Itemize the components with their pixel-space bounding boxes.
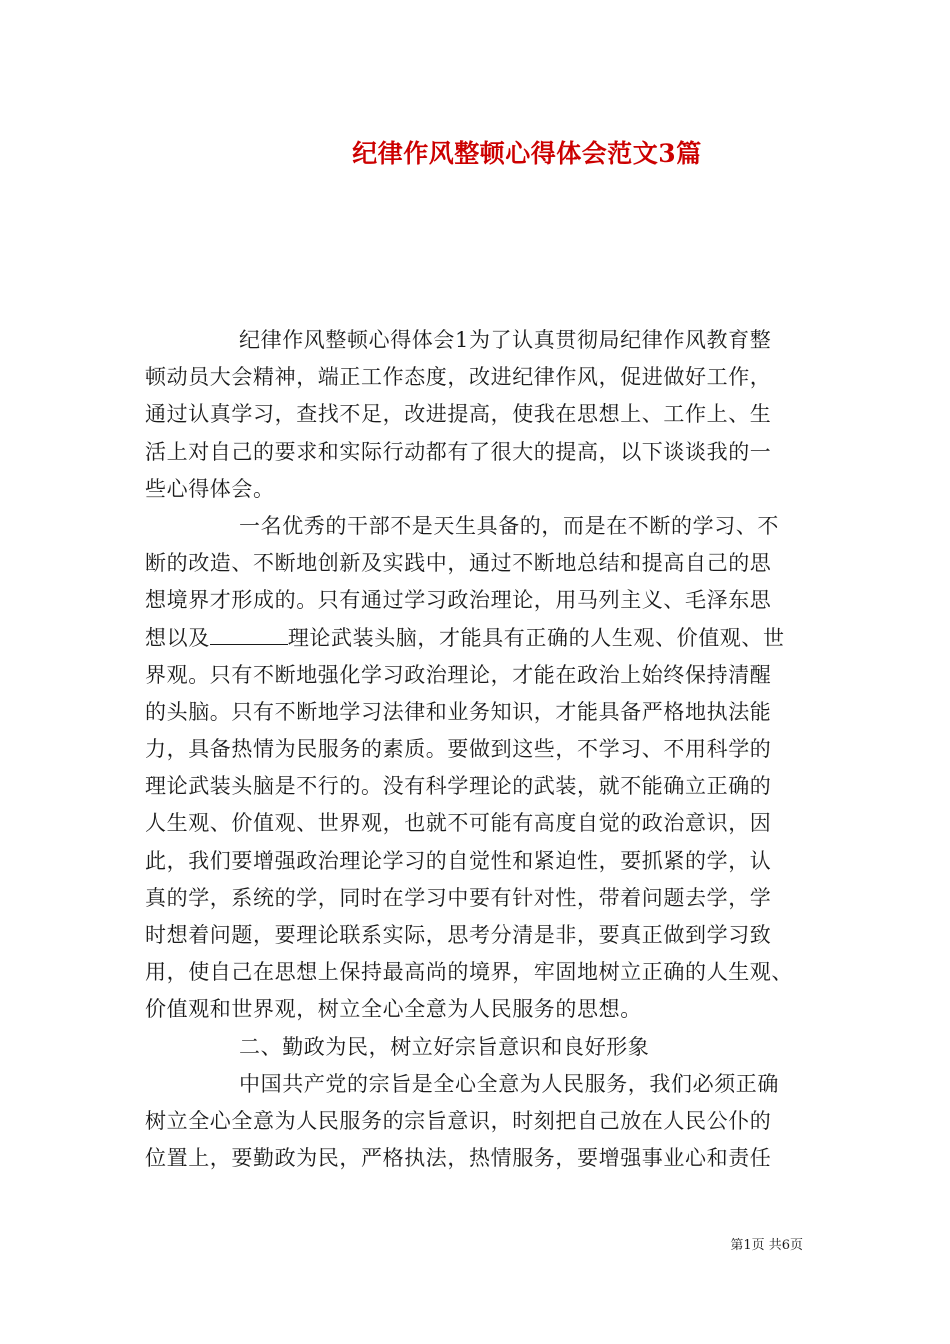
line-segment: 想以及 bbox=[145, 625, 210, 650]
paragraph-line: 顿动员大会精神，端正工作态度，改进纪律作风，促进做好工作， bbox=[145, 365, 772, 390]
fill-in-blank bbox=[210, 626, 288, 645]
paragraph-line: 位置上，要勤政为民，严格执法，热情服务，要增强事业心和责任 bbox=[145, 1146, 772, 1171]
paragraph-line: 通过认真学习，查找不足，改进提高，使我在思想上、工作上、生 bbox=[145, 402, 772, 427]
document-body bbox=[145, 322, 815, 1177]
paragraph-line: 些心得体会。 bbox=[145, 476, 275, 501]
paragraph-line: 力，具备热情为民服务的素质。要做到这些，不学习、不用科学的 bbox=[145, 737, 772, 762]
paragraph-line: 纪律作风整顿心得体会1为了认真贯彻局纪律作风教育整 bbox=[239, 328, 772, 352]
paragraph-line: 界观。只有不断地强化学习政治理论，才能在政治上始终保持清醒 bbox=[145, 662, 772, 687]
paragraph-line: 树立全心全意为人民服务的宗旨意识，时刻把自己放在人民公仆的 bbox=[145, 1108, 772, 1133]
line-segment: 理论武装头脑，才能具有正确的人生观、价值观、世 bbox=[287, 625, 785, 650]
document-title: 纪律作风整顿心得体会范文3篇 bbox=[352, 139, 702, 168]
paragraph-line: 一名优秀的干部不是天生具备的，而是在不断的学习、不 bbox=[239, 513, 779, 538]
paragraph-line: 活上对自己的要求和实际行动都有了很大的提高，以下谈谈我的一 bbox=[145, 439, 772, 464]
paragraph-line: 此，我们要增强政治理论学习的自觉性和紧迫性，要抓紧的学，认 bbox=[145, 848, 772, 873]
paragraph-line: 价值观和世界观，树立全心全意为人民服务的思想。 bbox=[145, 997, 642, 1022]
paragraph-line: 真的学，系统的学，同时在学习中要有针对性，带着问题去学，学 bbox=[145, 885, 772, 910]
paragraph-line: 的头脑。只有不断地学习法律和业务知识，才能具备严格地执法能 bbox=[145, 699, 772, 724]
paragraph-line: 人生观、价值观、世界观，也就不可能有高度自觉的政治意识，因 bbox=[145, 811, 772, 836]
paragraph-line: 断的改造、不断地创新及实践中，通过不断地总结和提高自己的思 bbox=[145, 551, 772, 576]
paragraph-line-with-blank bbox=[145, 620, 815, 657]
paragraph-line: 中国共产党的宗旨是全心全意为人民服务，我们必须正确 bbox=[239, 1071, 779, 1096]
section-heading: 二、勤政为民，树立好宗旨意识和良好形象 bbox=[239, 1034, 650, 1059]
paragraph-line: 用，使自己在思想上保持最高尚的境界，牢固地树立正确的人生观、 bbox=[145, 960, 793, 985]
paragraph-line: 理论武装头脑是不行的。没有科学理论的武装，就不能确立正确的 bbox=[145, 774, 772, 799]
paragraph-line: 想境界才形成的。只有通过学习政治理论，用马列主义、毛泽东思 bbox=[145, 588, 772, 613]
page-footer: 第1页 共6页 bbox=[730, 1238, 803, 1253]
paragraph-line: 时想着问题，要理论联系实际，思考分清是非，要真正做到学习致 bbox=[145, 923, 772, 947]
